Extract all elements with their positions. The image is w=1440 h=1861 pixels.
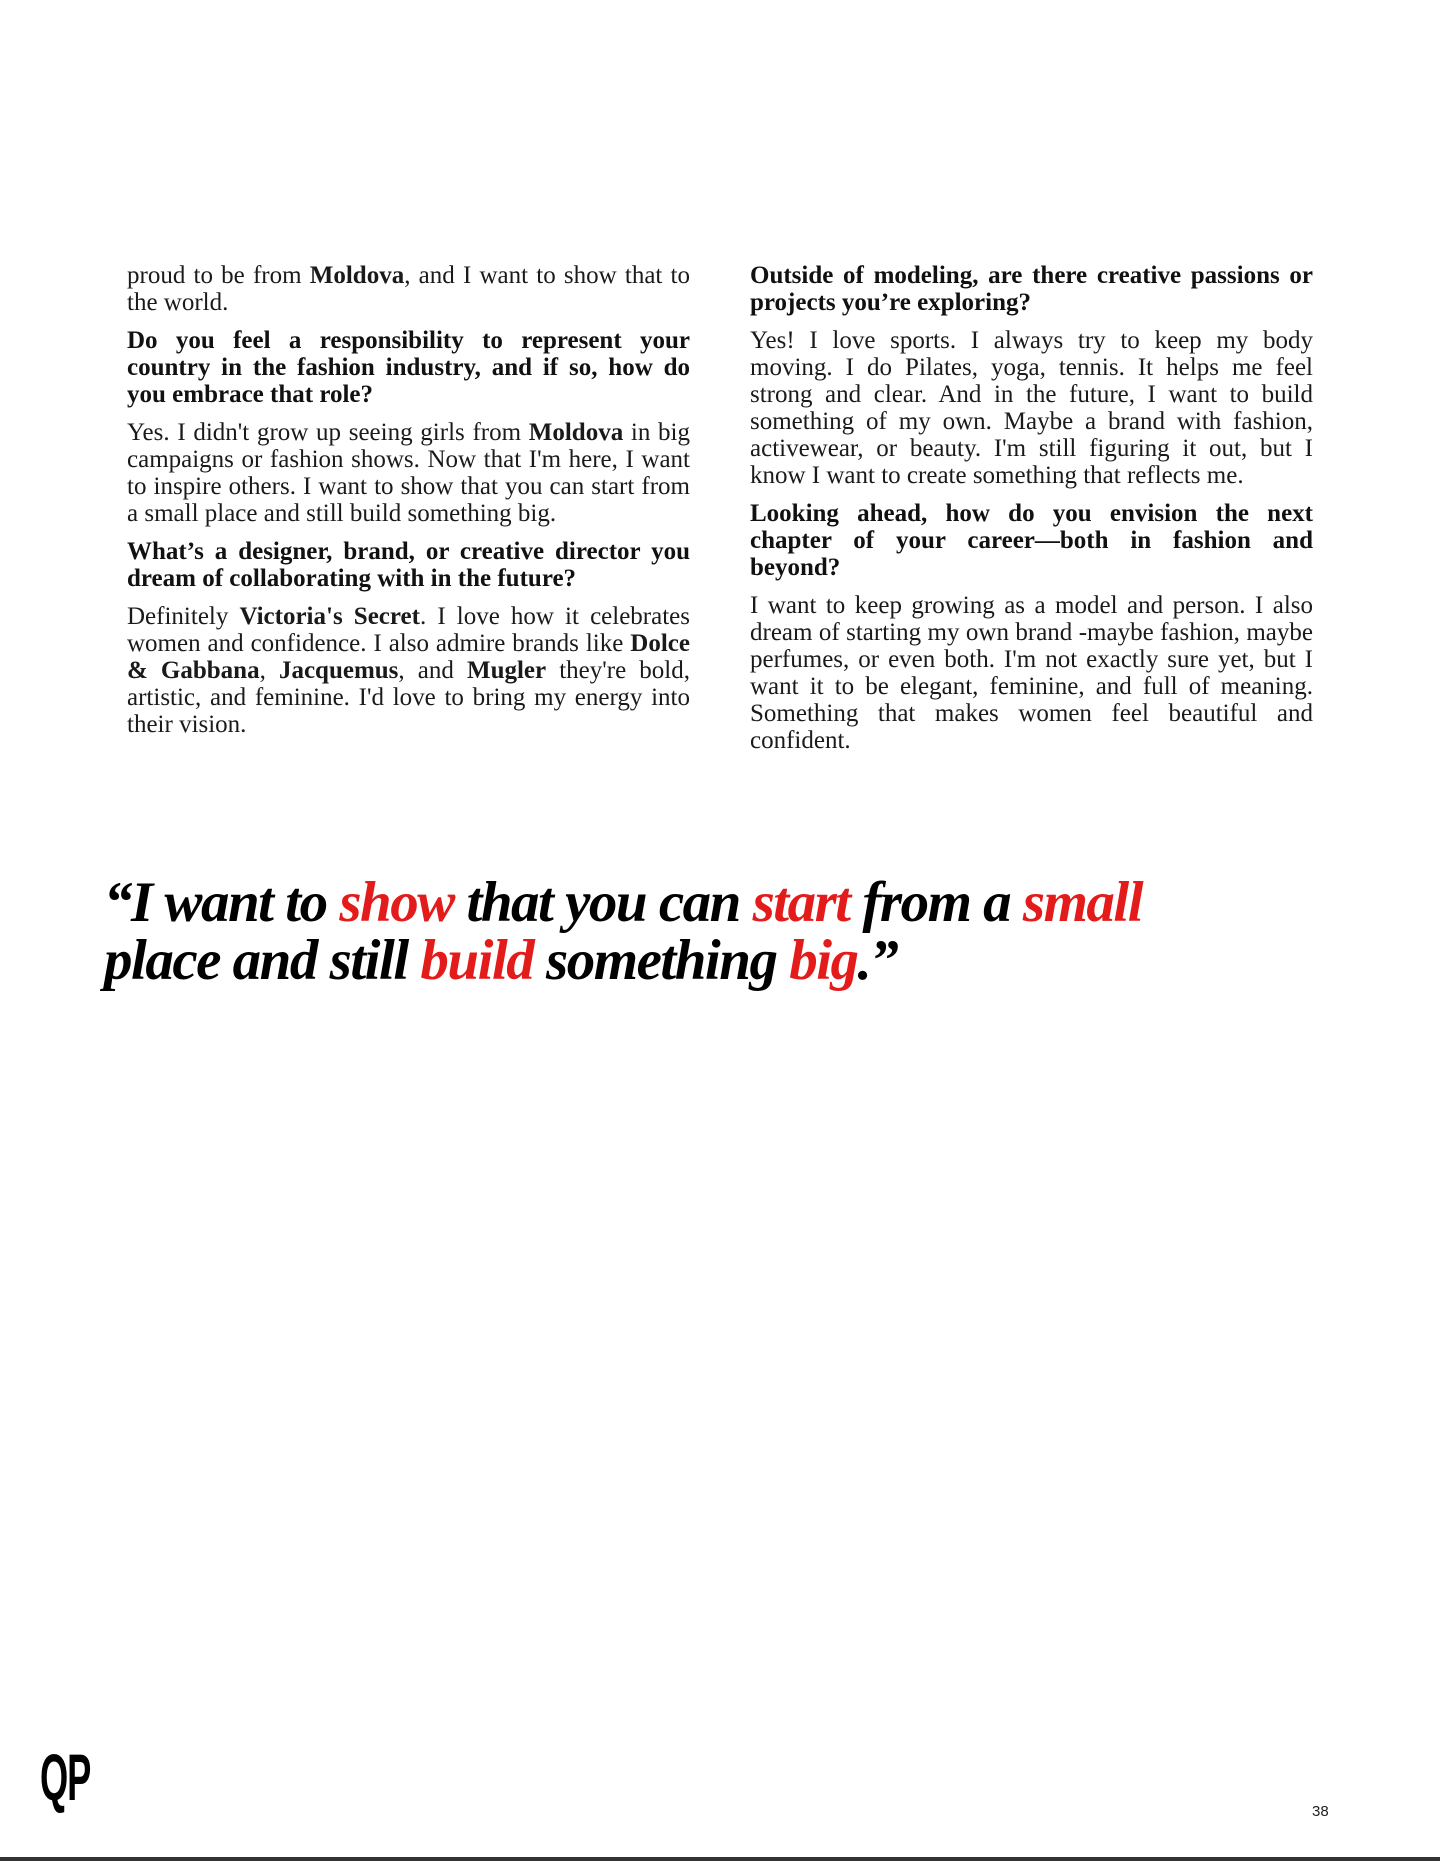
- quote-text: from a: [849, 871, 1023, 934]
- text-run: ,: [259, 657, 279, 684]
- bold-name: Victoria's Secret: [239, 603, 420, 630]
- bold-name: Moldova: [528, 419, 624, 446]
- highlighted-word: show: [339, 871, 454, 934]
- interview-answer: [750, 327, 1313, 489]
- pull-quote: [104, 871, 1304, 992]
- interview-answer: [127, 262, 690, 316]
- interview-answer: [750, 592, 1313, 754]
- highlighted-word: small: [1022, 871, 1143, 934]
- highlighted-word: start: [752, 871, 850, 934]
- quote-text: “I want to: [104, 871, 340, 934]
- text-run: Do you feel a responsibility to represent your country in the fashion industry, and if so, how do you embrace that role?: [127, 327, 690, 408]
- text-run: What’s a designer, brand, or creative director you dream of collaborating with in the future?: [127, 538, 690, 592]
- text-run: proud to be from: [127, 262, 310, 289]
- right-column: [750, 262, 1313, 765]
- text-run: in big campaigns or fashion shows. Now that I'm here, I want to inspire others. I want to show that you can start from a small place and still build something big.: [127, 419, 690, 527]
- quote-text: something: [533, 929, 790, 992]
- highlighted-word: big: [789, 929, 858, 992]
- quote-line: [104, 871, 1304, 934]
- interview-question: [127, 327, 690, 408]
- text-run: Outside of modeling, are there creative passions or projects you’re exploring?: [750, 262, 1313, 316]
- interview-question: [127, 538, 690, 592]
- magazine-logo: QP: [40, 1740, 91, 1814]
- bold-name: Dolce & Gabbana: [127, 630, 690, 684]
- interview-question: [750, 262, 1313, 316]
- quote-text: place and still: [104, 929, 421, 992]
- text-run: Yes. I didn't grow up seeing girls from: [127, 419, 529, 446]
- page-number: 38: [1312, 1803, 1329, 1820]
- quote-text: .”: [857, 929, 898, 992]
- bottom-rule: [0, 1857, 1440, 1861]
- text-run: Yes! I love sports. I always try to keep my body moving. I do Pilates, yoga, tennis. It helps me feel strong and clear. And in the future, I want to build something of my own. Maybe a brand with fashion, activewear, or beauty. I'm still figuring it out, but I know I want to create something that reflects me.: [750, 327, 1313, 489]
- quote-line: [104, 929, 1304, 992]
- text-run: . I love how it celebrates women and confidence. I also admire brands like: [127, 603, 690, 657]
- quote-text: that you can: [453, 871, 753, 934]
- interview-question: [750, 500, 1313, 581]
- bold-name: Jacquemus: [278, 657, 399, 684]
- text-run: I want to keep growing as a model and person. I also dream of starting my own brand -maybe fashion, maybe perfumes, or even both. I'm not exactly sure yet, but I want it to be elegant, feminine, and full of meaning. Something that makes women feel beautiful and confident.: [750, 592, 1313, 754]
- text-run: , and I want to show that to the world.: [127, 262, 690, 316]
- bold-name: Moldova: [309, 262, 405, 289]
- left-column: [127, 262, 690, 749]
- text-run: , and: [398, 657, 467, 684]
- text-run: they're bold, artistic, and feminine. I'd love to bring my energy into their vision.: [127, 657, 690, 738]
- interview-answer: [127, 419, 690, 527]
- highlighted-word: build: [420, 929, 534, 992]
- interview-answer: [127, 603, 690, 738]
- text-run: Definitely: [127, 603, 240, 630]
- text-run: Looking ahead, how do you envision the next chapter of your career—both in fashion and beyond?: [750, 500, 1313, 581]
- bold-name: Mugler: [466, 657, 547, 684]
